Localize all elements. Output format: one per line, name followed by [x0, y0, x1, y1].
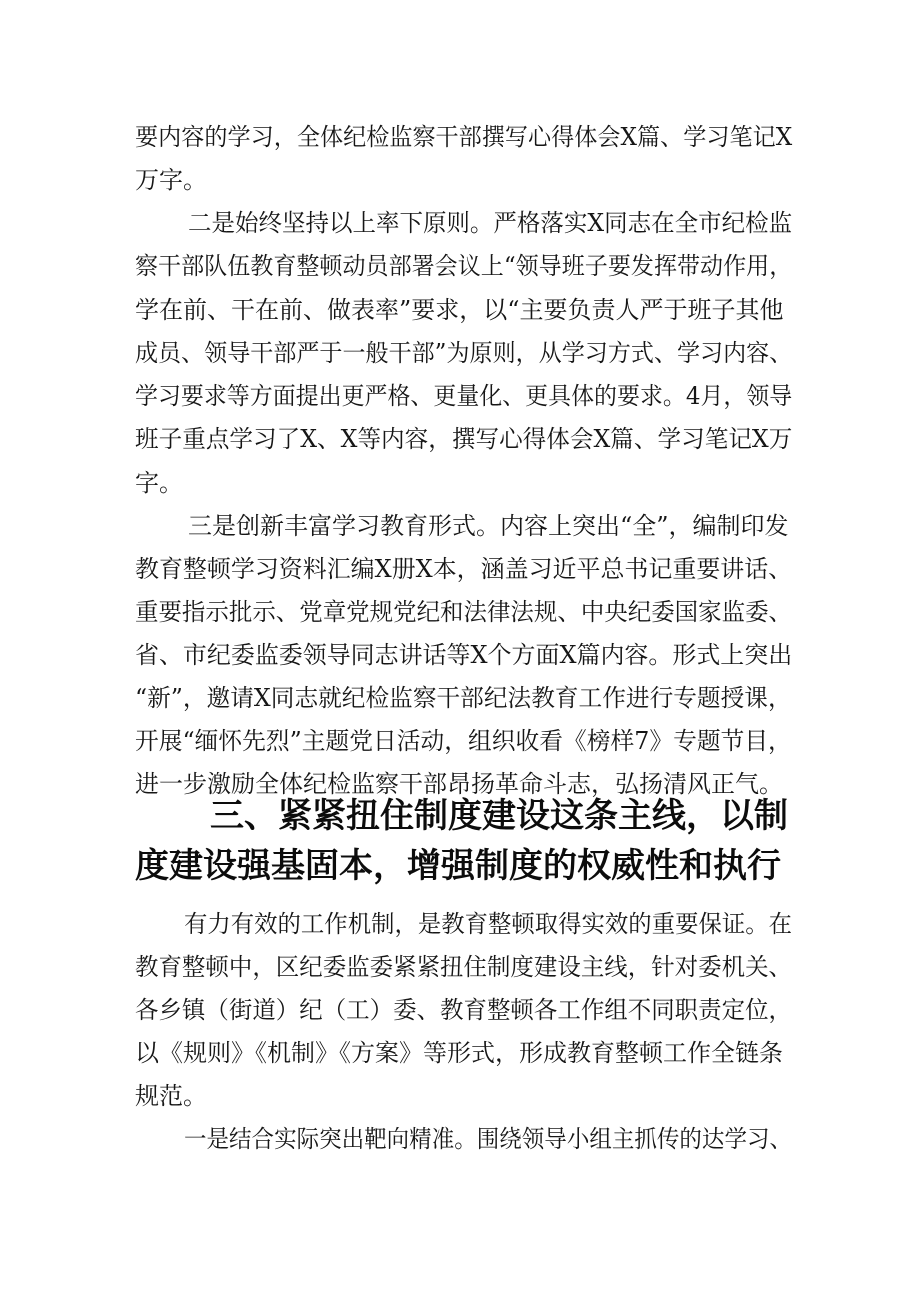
- text-line: “新”，邀请X同志就纪检监察干部纪法教育工作进行专题授课，: [135, 684, 792, 712]
- text-line: 进一步激励全体纪检监察干部昂扬革命斗志，弘扬清风正气。: [135, 770, 783, 798]
- text-line: 一是结合实际突出靶向精准。围绕领导小组主抓传的达学习、: [184, 1125, 792, 1153]
- text-line: 重要指示批示、党章党规党纪和法律法规、中央纪委国家监委、: [135, 598, 792, 626]
- text-line: 省、市纪委监委领导同志讲话等X个方面X篇内容。形式上突出: [135, 641, 793, 669]
- text-line: 察干部队伍教育整顿动员部署会议上“领导班子要发挥带动作用，: [135, 252, 793, 280]
- text-line: 学在前、干在前、做表率”要求，以“主要负责人严于班子其他: [135, 296, 784, 324]
- text-line: 二是始终坚持以上率下原则。严格落实X同志在全市纪检监: [188, 209, 793, 237]
- text-line: 三是创新丰富学习教育形式。内容上突出“全”，编制印发: [188, 512, 789, 540]
- text-line: 开展“缅怀先烈”主题党日活动，组织收看《榜样7》专题节目，: [135, 727, 792, 755]
- text-line: 成员、领导干部严于一般干部”为原则，从学习方式、学习内容、: [135, 339, 793, 367]
- text-line: 学习要求等方面提出更严格、更量化、更具体的要求。4月，领导: [135, 382, 793, 410]
- text-line: 各乡镇（街道）纪（工）委、教育整顿各工作组不同职责定位，: [135, 996, 792, 1024]
- text-line: 班子重点学习了X、X等内容，撰写心得体会X篇、学习笔记X万: [135, 425, 793, 453]
- heading-line: 三、紧紧扭住制度建设这条主线，以制: [210, 796, 788, 836]
- text-line: 教育整顿中，区纪委监委紧紧扭住制度建设主线，针对委机关、: [135, 953, 792, 981]
- text-line: 以《规则》《机制》《方案》等形式，形成教育整顿工作全链条: [135, 1039, 783, 1067]
- text-line: 有力有效的工作机制，是教育整顿取得实效的重要保证。在: [184, 910, 792, 938]
- text-line: 教育整顿学习资料汇编X册X本，涵盖习近平总书记重要讲话、: [135, 555, 793, 583]
- text-line: 字。: [135, 469, 183, 497]
- text-line: 规范。: [135, 1082, 207, 1110]
- text-line: 万字。: [135, 166, 207, 194]
- heading-line: 度建设强基固本，增强制度的权威性和执行: [135, 846, 781, 886]
- text-line: 要内容的学习，全体纪检监察干部撰写心得体会X篇、学习笔记X: [135, 123, 793, 151]
